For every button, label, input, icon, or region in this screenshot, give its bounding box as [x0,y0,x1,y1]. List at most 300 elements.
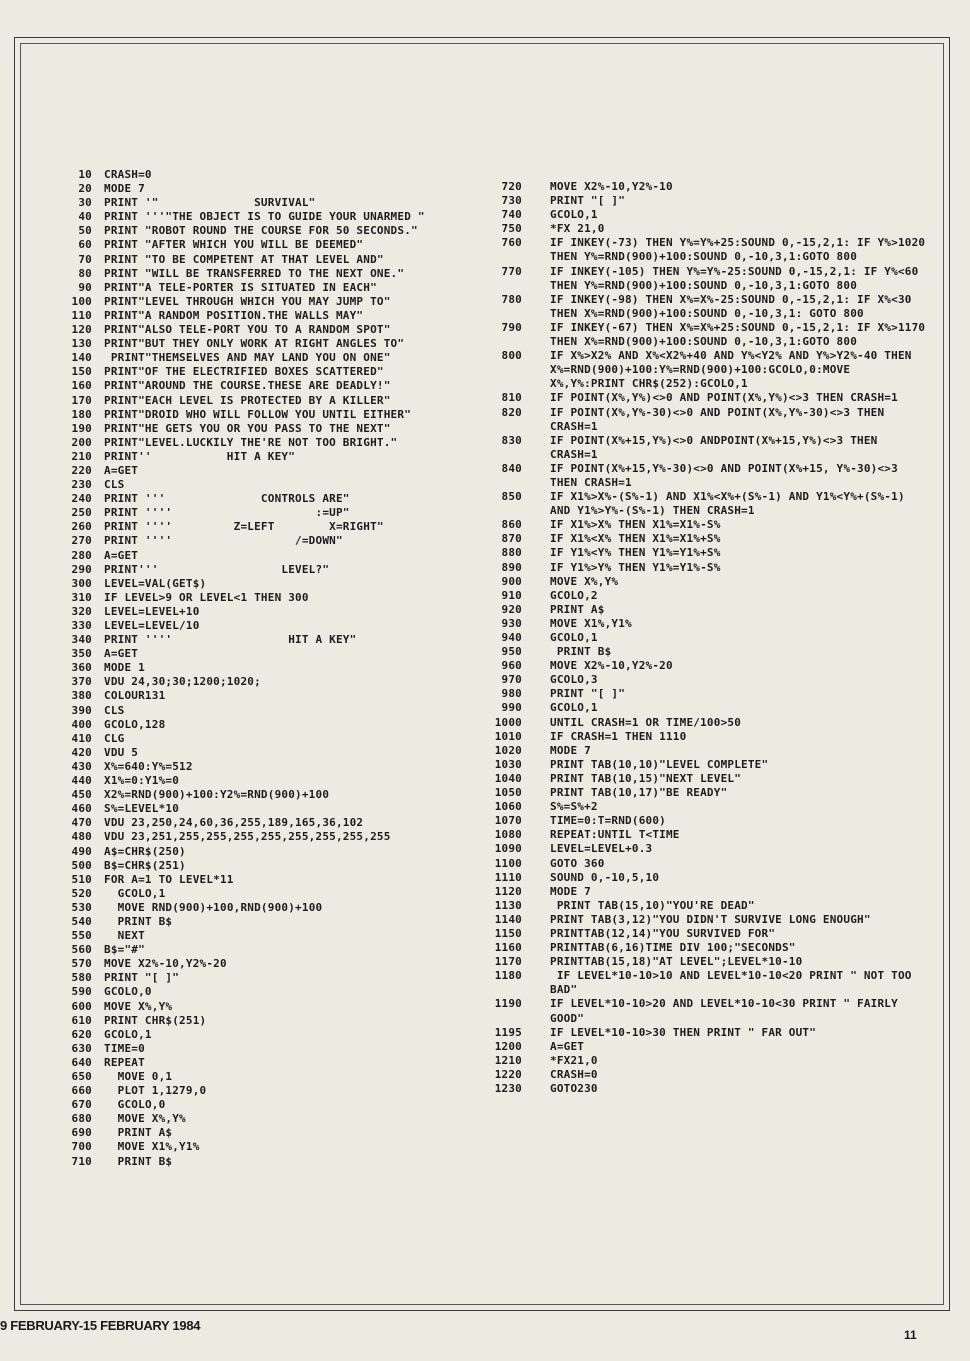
line-number: 1140 [494,912,522,926]
line-code: CLG [104,731,125,745]
code-line [486,955,926,969]
line-number: 680 [71,1112,92,1126]
line-number: 1000 [494,715,522,729]
line-number: 700 [71,1140,92,1154]
line-number: 1110 [494,870,522,884]
code-line [52,1014,472,1028]
code-line [52,943,472,957]
line-code: IF LEVEL*10-10>20 AND LEVEL*10-10<30 PRINT " FAIRLY GOOD" [550,997,905,1025]
code-line [486,997,926,1025]
code-line [52,1155,472,1169]
line-number: 1010 [494,729,522,743]
line-number: 1220 [494,1067,522,1081]
line-code: IF X1%<X% THEN X1%=X1%+S% [550,532,721,546]
code-line [486,194,926,208]
line-code: S%=S%+2 [550,800,598,814]
line-number: 840 [501,461,522,475]
line-code: CRASH=0 [104,168,152,181]
line-number: 500 [71,858,92,872]
code-line [52,520,472,534]
line-code: PRINTTAB(12,14)"YOU SURVIVED FOR" [550,926,776,940]
line-code: GOTO230 [550,1082,598,1095]
line-number: 560 [71,943,92,957]
line-number: 80 [78,266,92,280]
code-line [52,760,472,774]
line-code: FOR A=1 TO LEVEL*11 [104,872,234,886]
line-code: IF INKEY(-98) THEN X%=X%-25:SOUND 0,-15,2,1: IF X%<30 THEN X%=RND(900)+100:SOUND 0,-10,3,1: GOTO 800 [550,292,919,320]
line-code: LEVEL=LEVEL+10 [104,604,200,618]
line-code: PRINT '''' /=DOWN" [104,534,343,548]
program-listing-right [486,180,933,1096]
line-code: MOVE X2%-10,Y2%-10 [550,180,673,193]
line-number: 400 [71,717,92,731]
line-number: 90 [78,280,92,294]
line-number: 1230 [494,1082,522,1095]
line-code: MOVE X2%-10,Y2%-20 [104,957,227,971]
code-line [52,1126,472,1140]
line-number: 310 [71,590,92,604]
line-number: 850 [501,490,522,504]
code-line [52,873,472,887]
code-line [486,320,933,349]
code-line [52,985,472,999]
code-line [52,704,472,718]
line-code: PRINT '''' HIT A KEY" [104,633,357,647]
line-code: A=GET [550,1039,585,1053]
line-code: PRINT'' HIT A KEY" [104,449,296,463]
line-code: GCOLO,1 [104,1027,152,1041]
code-line [486,885,926,899]
line-number: 370 [71,675,92,689]
page-number: 11 [904,1328,917,1342]
line-code: VDU 23,250,24,60,36,255,189,165,36,102 [104,816,364,830]
line-number: 1150 [494,926,522,940]
line-code: PRINT TAB(3,12)"YOU DIDN'T SURVIVE LONG ENOUGH" [550,912,871,926]
line-number: 630 [71,1041,92,1055]
line-number: 190 [71,421,92,435]
code-line [486,716,926,730]
line-code: MOVE X1%,Y1% [550,616,632,630]
line-code: PRINT B$ [104,1154,173,1168]
code-line [52,196,472,210]
line-code: MOVE X2%-10,Y2%-20 [550,659,673,673]
code-line [52,210,472,224]
line-code: IF LEVEL*10-10>10 AND LEVEL*10-10<20 PRINT " NOT TOO BAD" [550,969,919,997]
line-number: 210 [71,449,92,463]
code-line [52,605,472,619]
line-code: GCOLO,1 [104,886,166,900]
line-code: PRINT "WILL BE TRANSFERRED TO THE NEXT ONE." [104,266,405,280]
code-line [486,349,926,391]
code-line [52,915,472,929]
code-line [52,1112,472,1126]
line-number: 590 [71,985,92,999]
line-number: 690 [71,1126,92,1140]
line-code: PRINT A$ [550,602,605,616]
line-number: 460 [71,802,92,816]
line-code: MOVE X1%,Y1% [104,1140,200,1154]
line-code: PRINT CHR$(251) [104,1013,207,1027]
code-line [52,422,472,436]
line-code: PRINT"LEVEL.LUCKILY THE'RE NOT TOO BRIGHT." [104,435,398,449]
code-line [486,603,926,617]
line-number: 1120 [494,884,522,898]
line-code: A=GET [104,647,139,661]
line-code: PRINT '''"THE OBJECT IS TO GUIDE YOUR UNARMED " [104,210,425,224]
line-code: PRINT ''' CONTROLS ARE" [104,492,350,506]
code-line [486,857,926,871]
code-line [52,309,472,323]
code-line [52,647,472,661]
code-line [486,828,926,842]
line-number: 980 [501,687,522,701]
code-line [52,633,472,647]
line-number: 920 [501,602,522,616]
line-code: PRINT '''' :=UP" [104,506,350,520]
code-line [486,927,926,941]
line-code: GCOLO,1 [550,208,598,222]
line-number: 200 [71,435,92,449]
line-number: 990 [501,701,522,715]
code-line [486,744,926,758]
code-line [486,814,926,828]
line-code: A=GET [104,463,139,477]
code-line [52,661,472,675]
line-number: 860 [501,518,522,532]
code-line [52,1028,472,1042]
code-line [52,563,472,577]
line-number: 1200 [494,1039,522,1053]
line-number: 1210 [494,1053,522,1067]
code-line [486,899,926,913]
code-line [486,222,926,236]
line-number: 530 [71,900,92,914]
line-code: PRINT '" SURVIVAL" [104,196,316,210]
line-number: 780 [501,292,522,306]
program-listing-left [52,168,472,1169]
line-code: IF X%>X2% AND X%<X2%+40 AND Y%<Y2% AND Y%>Y2%-40 THEN X%=RND(900)+100:Y%=RND(900)+100:GCOLO,0:MOVE X%,Y%:PRINT CHR$(252):GCOLO,1 [550,349,919,391]
code-line [52,788,472,802]
line-code: MOVE X%,Y% [104,1112,186,1126]
line-code: S%=LEVEL*10 [104,802,180,816]
line-code: B$="#" [104,943,145,957]
line-number: 1090 [494,842,522,856]
line-code: MODE 7 [550,884,591,898]
code-line [52,506,472,520]
code-line [52,295,472,309]
line-code: PRINT "ROBOT ROUND THE COURSE FOR 50 SECONDS." [104,224,418,238]
code-line [52,394,472,408]
code-line [486,701,926,715]
line-number: 940 [501,631,522,644]
code-line [486,758,926,772]
line-number: 1180 [494,969,522,983]
code-line [486,631,926,645]
line-code: LEVEL=LEVEL/10 [104,619,200,632]
line-number: 130 [71,337,92,351]
line-number: 880 [501,546,522,560]
code-line [486,180,926,194]
line-number: 790 [501,320,522,334]
line-code: GCOLO,2 [550,588,598,602]
line-code: NEXT [104,929,145,943]
line-number: 120 [71,323,92,337]
line-code: IF LEVEL>9 OR LEVEL<1 THEN 300 [104,590,309,604]
line-number: 830 [501,433,522,447]
code-line [52,577,472,591]
line-code: CLS [104,703,125,717]
line-code: PRINT"AROUND THE COURSE.THESE ARE DEADLY!" [104,379,391,393]
line-code: PRINT '''' Z=LEFT X=RIGHT" [104,520,384,534]
code-line [486,236,933,264]
line-number: 1040 [494,771,522,785]
code-line [52,1140,472,1154]
line-code: MOVE X%,Y% [550,574,619,588]
line-number: 140 [71,351,92,365]
code-line [52,450,472,464]
line-number: 470 [71,816,92,830]
line-code: PRINT"ALSO TELE-PORT YOU TO A RANDOM SPOT" [104,323,391,337]
line-number: 540 [71,914,92,928]
code-line [52,774,472,788]
line-code: IF INKEY(-105) THEN Y%=Y%-25:SOUND 0,-15,2,1: IF Y%<60 THEN Y%=RND(900)+100:SOUND 0,-10,3,1:GOTO 800 [550,264,926,292]
code-line [52,746,472,760]
line-number: 1190 [494,997,522,1011]
code-line [486,871,926,885]
line-number: 510 [71,872,92,886]
line-number: 350 [71,647,92,661]
code-line [486,561,926,575]
line-code: PRINT"OF THE ELECTRIFIED BOXES SCATTERED" [104,365,384,379]
line-number: 930 [501,616,522,630]
line-number: 290 [71,562,92,576]
line-number: 620 [71,1027,92,1041]
line-number: 1020 [494,743,522,757]
line-number: 180 [71,407,92,421]
line-number: 1070 [494,814,522,828]
line-number: 280 [71,548,92,562]
line-number: 760 [501,236,522,250]
line-code: GCOLO,0 [104,1098,166,1112]
issue-date: 9 FEBRUARY-15 FEBRUARY 1984 [0,1318,201,1333]
code-line [52,718,472,732]
line-code: TIME=0 [104,1041,145,1055]
code-line [52,549,472,563]
line-code: GCOLO,1 [550,701,598,715]
code-line [486,1040,926,1054]
code-line [52,267,472,281]
line-code: IF Y1%<Y% THEN Y1%=Y1%+S% [550,546,721,560]
code-line [52,591,472,605]
line-number: 320 [71,604,92,618]
code-line [52,1070,472,1084]
line-number: 240 [71,492,92,506]
line-number: 770 [501,264,522,278]
line-code: MOVE RND(900)+100,RND(900)+100 [104,900,323,914]
line-number: 490 [71,844,92,858]
line-code: GCOLO,1 [550,631,598,644]
line-code: GCOLO,0 [104,985,152,999]
code-line [486,589,926,603]
line-number: 300 [71,576,92,590]
line-code: VDU 5 [104,745,139,759]
line-number: 1170 [494,955,522,969]
code-line [52,816,472,830]
line-code: VDU 23,251,255,255,255,255,255,255,255,255 [104,830,391,844]
line-number: 610 [71,1013,92,1027]
code-line [52,675,472,689]
line-number: 890 [501,560,522,574]
line-number: 10 [78,168,92,181]
code-line [52,534,472,548]
line-code: PRINT"LEVEL THROUGH WHICH YOU MAY JUMP TO" [104,294,391,308]
line-number: 710 [71,1154,92,1168]
line-code: IF POINT(X%,Y%-30)<>0 AND POINT(X%,Y%-30)<>3 THEN CRASH=1 [550,405,892,433]
code-line [52,830,472,844]
line-code: VDU 24,30;30;1200;1020; [104,675,261,689]
line-number: 1050 [494,786,522,800]
code-line [52,1042,472,1056]
code-line [52,901,472,915]
code-line [52,337,472,351]
line-code: MODE 7 [550,743,591,757]
code-line [52,478,472,492]
line-code: PRINT"THEMSELVES AND MAY LAND YOU ON ONE" [104,351,391,365]
line-code: PRINT B$ [104,914,173,928]
code-line [52,845,472,859]
line-code: PRINT"A RANDOM POSITION.THE WALLS MAY" [104,308,364,322]
line-number: 410 [71,731,92,745]
line-number: 520 [71,886,92,900]
line-number: 70 [78,252,92,266]
line-code: LEVEL=LEVEL+0.3 [550,842,653,856]
line-code: PRINT "[ ]" [550,687,626,701]
line-number: 950 [501,645,522,659]
code-line [486,1068,926,1082]
code-line [52,619,472,633]
line-code: MOVE 0,1 [104,1070,173,1083]
code-line [486,645,926,659]
line-number: 1030 [494,757,522,771]
line-number: 550 [71,929,92,943]
line-code: REPEAT:UNTIL T<TIME [550,828,680,842]
line-number: 380 [71,689,92,703]
code-line [52,859,472,873]
line-number: 1100 [494,856,522,870]
code-line [486,1026,926,1040]
line-code: A$=CHR$(250) [104,844,186,858]
line-number: 170 [71,393,92,407]
line-code: PRINT''' LEVEL?" [104,562,330,576]
line-number: 260 [71,520,92,534]
line-number: 340 [71,633,92,647]
code-line [52,1000,472,1014]
line-code: PRINT B$ [550,645,612,659]
code-line [52,168,472,182]
code-line [52,1098,472,1112]
line-code: PLOT 1,1279,0 [104,1084,207,1098]
line-code: PRINTTAB(6,16)TIME DIV 100;"SECONDS" [550,941,796,955]
code-line [486,391,926,405]
code-line [486,1054,926,1068]
line-code: SOUND 0,-10,5,10 [550,870,660,884]
code-line [52,238,472,252]
code-line [52,887,472,901]
line-code: IF X1%>X%-(S%-1) AND X1%<X%+(S%-1) AND Y1%<Y%+(S%-1) AND Y1%>Y%-(S%-1) THEN CRASH=1 [550,490,912,518]
line-code: PRINTTAB(15,18)"AT LEVEL";LEVEL*10-10 [550,955,803,969]
code-line [486,673,926,687]
code-line [486,265,926,293]
code-line [486,518,926,532]
line-number: 330 [71,619,92,632]
line-number: 30 [78,196,92,210]
code-line [486,913,926,927]
line-code: *FX 21,0 [550,222,605,236]
code-line [52,971,472,985]
line-code: PRINT "[ ]" [550,194,626,208]
line-number: 740 [501,208,522,222]
code-line [52,224,472,238]
line-number: 580 [71,971,92,985]
code-line [52,957,472,971]
line-code: IF INKEY(-73) THEN Y%=Y%+25:SOUND 0,-15,2,1: IF Y%>1020 THEN Y%=RND(900)+100:SOUND 0,-10,3,1:GOTO 800 [550,236,933,264]
code-line [52,436,472,450]
line-code: CRASH=0 [550,1067,598,1081]
line-number: 250 [71,506,92,520]
line-number: 40 [78,210,92,224]
line-code: PRINT "TO BE COMPETENT AT THAT LEVEL AND" [104,252,384,266]
line-number: 800 [501,349,522,363]
line-number: 720 [501,180,522,193]
line-number: 570 [71,957,92,971]
line-number: 450 [71,788,92,802]
line-number: 910 [501,588,522,602]
code-line [52,689,472,703]
line-number: 730 [501,194,522,208]
line-code: PRINT"BUT THEY ONLY WORK AT RIGHT ANGLES TO" [104,337,405,351]
line-code: TIME=0:T=RND(600) [550,814,666,828]
line-number: 670 [71,1098,92,1112]
line-number: 960 [501,659,522,673]
line-number: 820 [501,405,522,419]
code-line [486,546,926,560]
code-line [52,464,472,478]
line-code: PRINT"HE GETS YOU OR YOU PASS TO THE NEXT" [104,421,391,435]
line-number: 230 [71,478,92,492]
code-line [486,687,926,701]
line-number: 420 [71,745,92,759]
line-code: IF POINT(X%+15,Y%-30)<>0 AND POINT(X%+15, Y%-30)<>3 THEN CRASH=1 [550,461,905,489]
code-line [486,575,926,589]
code-line [52,351,472,365]
code-line [486,786,926,800]
code-line [486,293,926,321]
line-number: 220 [71,463,92,477]
code-line [52,732,472,746]
line-number: 440 [71,774,92,788]
line-number: 20 [78,182,92,196]
code-line [52,929,472,943]
line-number: 810 [501,391,522,405]
line-number: 600 [71,999,92,1013]
line-number: 110 [71,308,92,322]
line-number: 430 [71,759,92,773]
line-code: REPEAT [104,1055,145,1069]
line-number: 650 [71,1070,92,1083]
line-number: 60 [78,238,92,252]
code-line [52,802,472,816]
code-line [486,800,926,814]
